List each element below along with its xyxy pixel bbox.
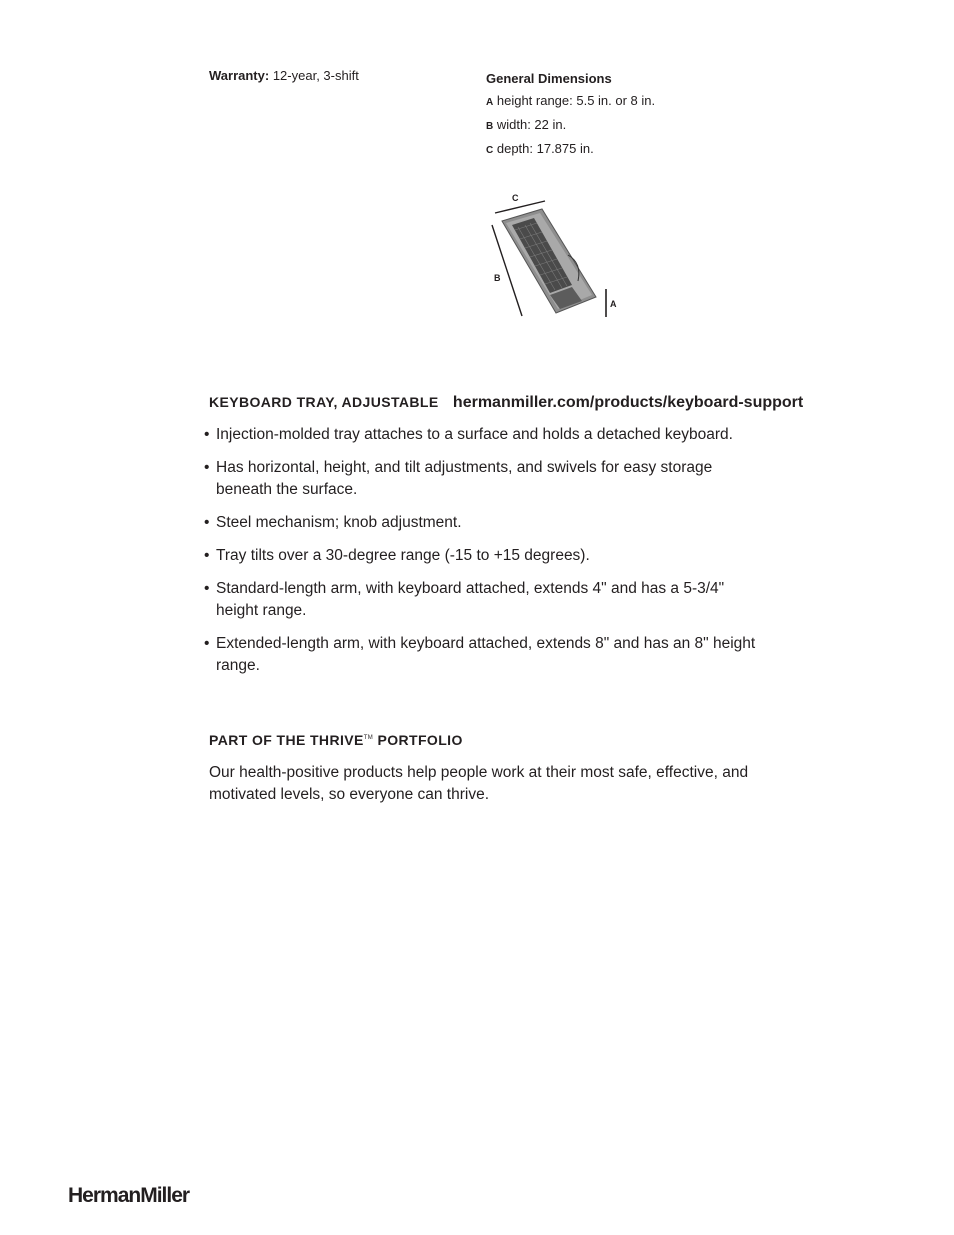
dimension-key: A xyxy=(486,97,494,108)
dimension-text: depth: 17.875 in. xyxy=(496,141,594,156)
section-heading xyxy=(209,394,803,412)
bullet-icon: • xyxy=(204,426,210,443)
list-item: • Standard-length arm, with keyboard attached, extends 4" and has a 5-3/4" height range. xyxy=(204,580,725,619)
dimension-text: height range: 5.5 in. or 8 in. xyxy=(496,93,656,108)
dimension-key: B xyxy=(486,121,494,132)
section-title: KEYBOARD TRAY, ADJUSTABLE xyxy=(209,394,439,410)
bullet-icon: • xyxy=(204,459,210,476)
dimension-label-c: C xyxy=(512,193,519,203)
thrive-heading: PART OF THE THRIVE™ PORTFOLIO xyxy=(209,732,463,748)
dimension-text: width: 22 in. xyxy=(496,117,567,132)
list-item: • Has horizontal, height, and tilt adjustments, and swivels for easy storage beneath the surface. xyxy=(204,459,713,498)
bullet-icon: • xyxy=(204,580,210,597)
dimensions-title: General Dimensions xyxy=(486,71,612,86)
thrive-description: Our health-positive products help people work at their most safe, effective, and motivated levels, so everyone can thrive. xyxy=(209,764,749,803)
bullet-icon: • xyxy=(204,514,210,531)
list-item: • Injection-molded tray attaches to a surface and holds a detached keyboard. xyxy=(204,424,764,446)
trademark-mark: TM xyxy=(363,735,374,741)
general-dimensions xyxy=(486,68,655,162)
list-item: • Steel mechanism; knob adjustment. xyxy=(204,512,764,534)
dimension-item xyxy=(486,114,655,138)
dimension-label-b: B xyxy=(494,273,501,283)
list-item: • Extended-length arm, with keyboard attached, extends 8" and has an 8" height range. xyxy=(204,635,756,674)
dimension-item xyxy=(486,138,655,162)
warranty-line xyxy=(209,68,359,83)
warranty-label: Warranty: xyxy=(209,68,270,83)
dimension-item xyxy=(486,90,655,114)
warranty-value: 12-year, 3-shift xyxy=(272,68,359,83)
herman-miller-logo: HermanMiller xyxy=(68,1184,190,1207)
keyboard-tray-illustration xyxy=(470,185,630,325)
list-item: • Tray tilts over a 30-degree range (-15 to +15 degrees). xyxy=(204,545,764,567)
product-url-link[interactable]: hermanmiller.com/products/keyboard-support xyxy=(452,394,804,411)
bullet-icon: • xyxy=(204,635,210,652)
dimension-key: C xyxy=(486,145,494,156)
feature-list xyxy=(204,424,764,688)
dimension-label-a: A xyxy=(610,299,617,309)
bullet-icon: • xyxy=(204,547,210,564)
